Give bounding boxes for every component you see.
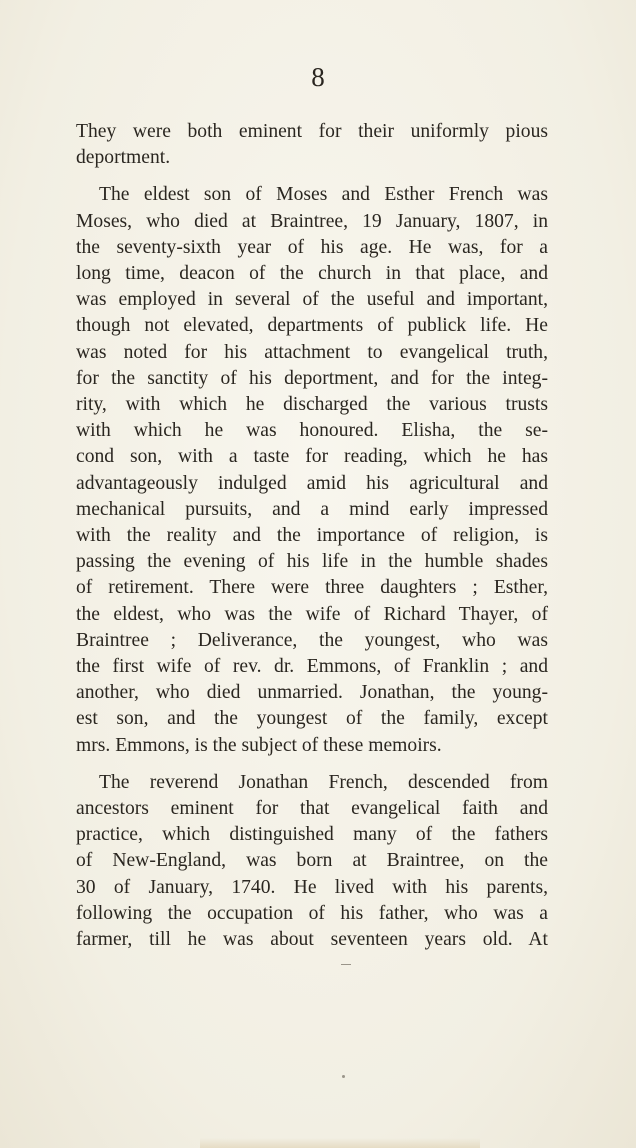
page-body-text [76, 119, 548, 953]
text-line: of retirement. There were three daughters ; Esther, [76, 577, 548, 599]
print-speck [342, 1075, 345, 1078]
text-line: Braintree ; Deliverance, the youngest, who was [76, 629, 548, 651]
text-line: deportment. [76, 147, 171, 169]
text-line: following the occupation of his father, who was a [76, 902, 548, 924]
text-line: though not elevated, departments of publick life. He [76, 315, 548, 337]
text-line: the seventy-sixth year of his age. He was, for a [76, 236, 548, 258]
text-line: rity, with which he discharged the various trusts [76, 394, 548, 416]
text-line: farmer, till he was about seventeen years old. At [76, 929, 548, 951]
text-line: long time, deacon of the church in that place, and [76, 263, 548, 285]
text-line: They were both eminent for their uniformly pious [76, 121, 548, 142]
text-line: ancestors eminent for that evangelical faith and [76, 798, 548, 820]
text-line: of New-England, was born at Braintree, on the [76, 850, 548, 872]
paragraph-3 [76, 770, 548, 953]
text-line: another, who died unmarried. Jonathan, the young- [76, 682, 548, 704]
text-line: mrs. Emmons, is the subject of these memoirs. [76, 734, 442, 756]
paragraph-2 [76, 182, 548, 758]
text-line: The eldest son of Moses and Esther French was [99, 184, 548, 206]
text-line: the eldest, who was the wife of Richard Thayer, of [76, 603, 548, 625]
paragraph-1 [76, 119, 548, 171]
text-line: the first wife of rev. dr. Emmons, of Franklin ; and [76, 656, 548, 678]
text-line: est son, and the youngest of the family, except [76, 708, 548, 730]
text-line: was noted for his attachment to evangelical truth, [76, 341, 548, 363]
text-line: 30 of January, 1740. He lived with his parents, [76, 876, 548, 898]
text-line: mechanical pursuits, and a mind early impressed [76, 498, 548, 520]
text-line: with the reality and the importance of religion, is [76, 525, 548, 547]
text-line: was employed in several of the useful and important, [76, 289, 548, 311]
text-line: with which he was honoured. Elisha, the se- [76, 420, 548, 442]
text-line: practice, which distinguished many of the fathers [76, 824, 548, 846]
text-line: advantageously indulged amid his agricultural and [76, 472, 548, 494]
page-edge-discoloration [200, 1138, 480, 1148]
page-number: 8 [311, 62, 325, 92]
text-line: passing the evening of his life in the humble shades [76, 551, 548, 573]
text-line: The reverend Jonathan French, descended from [99, 771, 548, 793]
text-line: for the sanctity of his deportment, and for the integ- [76, 367, 548, 389]
print-speck [341, 964, 351, 965]
text-line: cond son, with a taste for reading, which he has [76, 446, 548, 468]
text-line: Moses, who died at Braintree, 19 January, 1807, in [76, 210, 548, 232]
